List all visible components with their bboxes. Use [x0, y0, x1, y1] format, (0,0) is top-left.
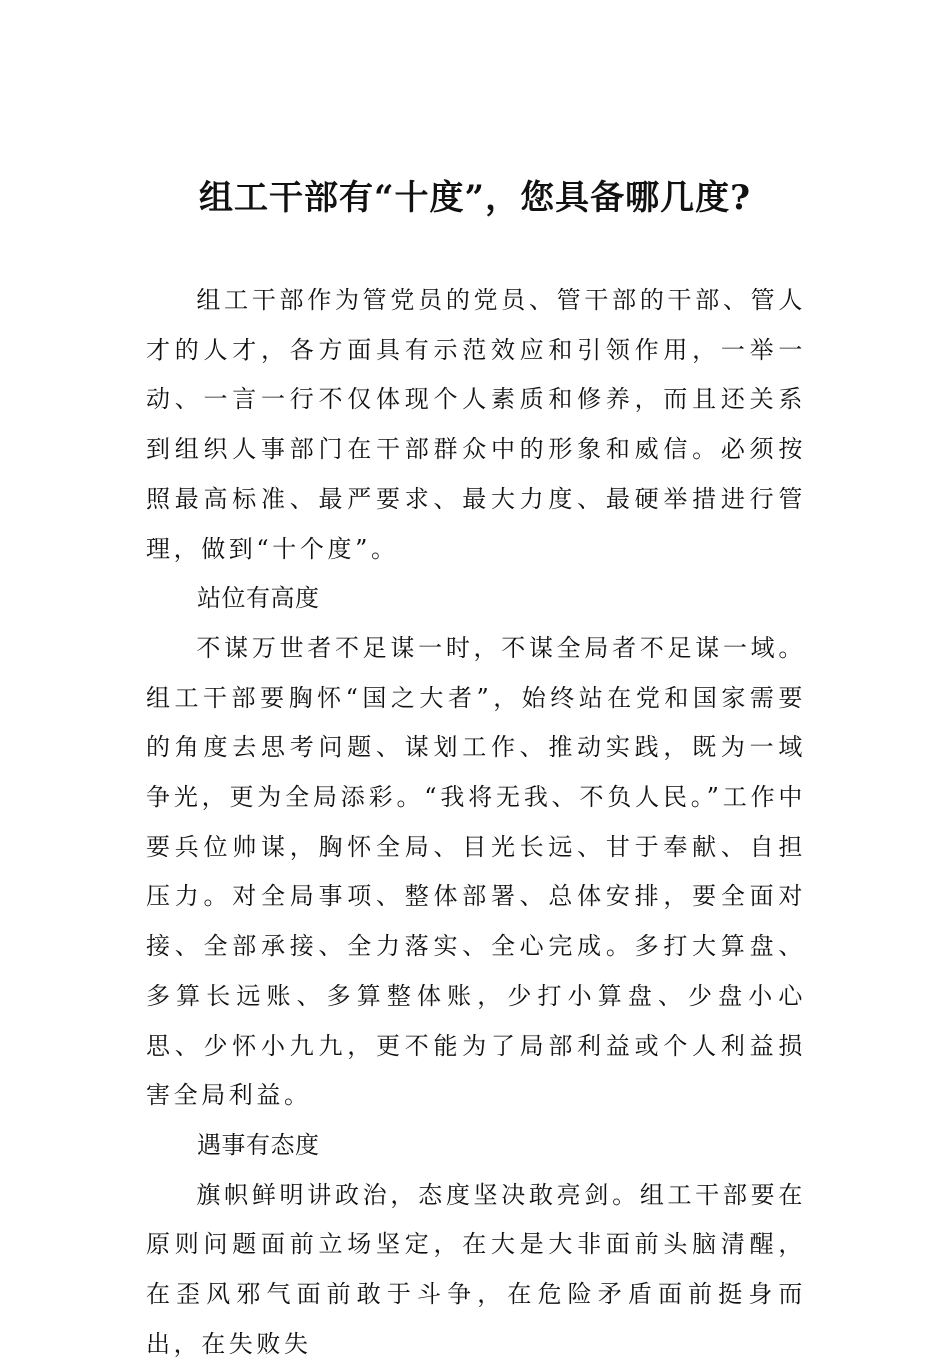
- document-title: 组工干部有“十度”，您具备哪几度?: [198, 178, 752, 218]
- intro-paragraph: 组工干部作为管党员的党员、管干部的干部、管人才的人才，各方面具有示范效应和引领作用，一举一动、一言一行不仅体现个人素质和修养，而且还关系到组织人事部门在干部群众中的形象和威信。必须按照最高标准、最严要求、最大力度、最硬举措进行管理，做到“十个度”。: [146, 286, 806, 563]
- section-paragraph: 不谋万世者不足谋一时，不谋全局者不足谋一域。组工干部要胸怀“国之大者”，始终站在党和国家需要的角度去思考问题、谋划工作、推动实践，既为一域争光，更为全局添彩。“我将无我、不负人民。”工作中要兵位帅谋，胸怀全局、目光长远、甘于奉献、自担压力。对全局事项、整体部署、总体安排，要全面对接、全部承接、全力落实、全心完成。多打大算盘、多算长远账、多算整体账，少打小算盘、少盘小心思、少怀小九九，更不能为了局部利益或个人利益损害全局利益。: [146, 633, 806, 1110]
- section-heading: 遇事有态度: [197, 1130, 320, 1159]
- section-paragraph: 旗帜鲜明讲政治，态度坚决敢亮剑。组工干部要在原则问题面前立场坚定，在大是大非面前头脑清醒，在歪风邪气面前敢于斗争，在危险矛盾面前挺身而出，在失败失: [146, 1180, 806, 1358]
- document-body: [146, 276, 806, 1369]
- section-heading: 站位有高度: [197, 584, 320, 613]
